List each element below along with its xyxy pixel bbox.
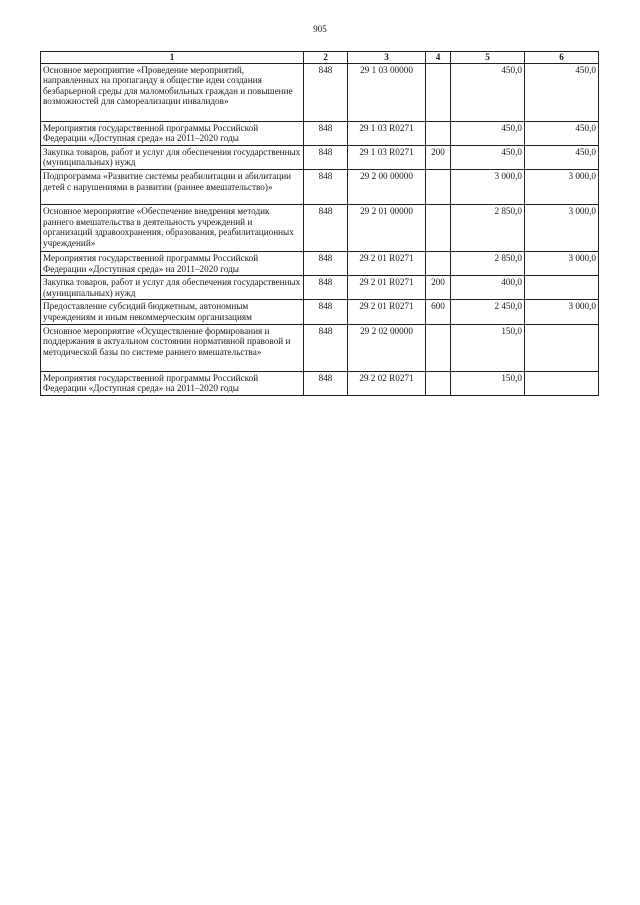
table-row <box>41 300 599 324</box>
row-amount-1: 450,0 <box>451 63 525 121</box>
row-amount-2 <box>525 276 599 300</box>
table-row <box>41 324 599 371</box>
row-name: Закупка товаров, работ и услуг для обеспечения государственных (муниципальных) нужд <box>41 276 304 300</box>
table-row <box>41 371 599 395</box>
row-amount-2: 450,0 <box>525 145 599 169</box>
page-number: 905 <box>313 24 327 34</box>
row-amount-2: 3 000,0 <box>525 300 599 324</box>
row-expense-type <box>426 204 451 251</box>
row-ministry-code: 848 <box>304 371 348 395</box>
row-amount-2: 3 000,0 <box>525 204 599 251</box>
row-ministry-code: 848 <box>304 169 348 204</box>
row-target-code: 29 1 03 R0271 <box>348 121 426 145</box>
row-amount-2: 3 000,0 <box>525 169 599 204</box>
row-target-code: 29 2 01 R0271 <box>348 251 426 275</box>
row-expense-type: 200 <box>426 276 451 300</box>
column-header-5: 5 <box>451 52 525 64</box>
table-header-row <box>41 52 599 64</box>
row-ministry-code: 848 <box>304 145 348 169</box>
row-ministry-code: 848 <box>304 204 348 251</box>
row-expense-type <box>426 121 451 145</box>
row-name: Основное мероприятие «Проведение мероприятий, направленных на пропаганду в обществе идеи создания безбарьерной среды для маломобильных граждан и повышение возможностей для самореализации инвалидов» <box>41 63 304 121</box>
row-name: Основное мероприятие «Осуществление формирования и поддержания в актуальном состоянии нормативной правовой и методической базы по системе раннего вмешательства» <box>41 324 304 371</box>
row-name: Мероприятия государственной программы Российской Федерации «Доступная среда» на 2011–2020 годы <box>41 371 304 395</box>
row-target-code: 29 1 03 00000 <box>348 63 426 121</box>
row-target-code: 29 2 01 R0271 <box>348 300 426 324</box>
row-target-code: 29 2 01 00000 <box>348 204 426 251</box>
budget-table <box>40 51 599 396</box>
table-row <box>41 251 599 275</box>
row-amount-2: 3 000,0 <box>525 251 599 275</box>
table-row <box>41 121 599 145</box>
row-name: Подпрограмма «Развитие системы реабилитации и абилитации детей с нарушениями в развитии (раннее вмешательство)» <box>41 169 304 204</box>
table-row <box>41 204 599 251</box>
row-target-code: 29 2 00 00000 <box>348 169 426 204</box>
row-amount-1: 2 450,0 <box>451 300 525 324</box>
row-expense-type <box>426 371 451 395</box>
column-header-6: 6 <box>525 52 599 64</box>
row-amount-1: 450,0 <box>451 121 525 145</box>
row-ministry-code: 848 <box>304 63 348 121</box>
row-target-code: 29 1 03 R0271 <box>348 145 426 169</box>
row-amount-1: 3 000,0 <box>451 169 525 204</box>
row-expense-type <box>426 169 451 204</box>
table-row <box>41 276 599 300</box>
row-expense-type <box>426 63 451 121</box>
row-expense-type <box>426 251 451 275</box>
row-amount-1: 2 850,0 <box>451 251 525 275</box>
row-amount-2 <box>525 371 599 395</box>
row-target-code: 29 2 02 R0271 <box>348 371 426 395</box>
row-ministry-code: 848 <box>304 276 348 300</box>
row-target-code: 29 2 02 00000 <box>348 324 426 371</box>
row-name: Мероприятия государственной программы Российской Федерации «Доступная среда» на 2011–2020 годы <box>41 121 304 145</box>
column-header-4: 4 <box>426 52 451 64</box>
row-name: Предоставление субсидий бюджетным, автономным учреждениям и иным некоммерческим организациям <box>41 300 304 324</box>
row-amount-2: 450,0 <box>525 121 599 145</box>
row-amount-1: 450,0 <box>451 145 525 169</box>
row-ministry-code: 848 <box>304 300 348 324</box>
row-expense-type: 200 <box>426 145 451 169</box>
row-target-code: 29 2 01 R0271 <box>348 276 426 300</box>
row-name: Закупка товаров, работ и услуг для обеспечения государственных (муниципальных) нужд <box>41 145 304 169</box>
row-ministry-code: 848 <box>304 324 348 371</box>
row-amount-2: 450,0 <box>525 63 599 121</box>
row-name: Мероприятия государственной программы Российской Федерации «Доступная среда» на 2011–2020 годы <box>41 251 304 275</box>
row-amount-1: 400,0 <box>451 276 525 300</box>
row-expense-type: 600 <box>426 300 451 324</box>
row-amount-1: 150,0 <box>451 371 525 395</box>
table-row <box>41 169 599 204</box>
row-ministry-code: 848 <box>304 121 348 145</box>
row-amount-1: 2 850,0 <box>451 204 525 251</box>
row-ministry-code: 848 <box>304 251 348 275</box>
row-expense-type <box>426 324 451 371</box>
row-amount-1: 150,0 <box>451 324 525 371</box>
table-row <box>41 63 599 121</box>
column-header-3: 3 <box>348 52 426 64</box>
column-header-2: 2 <box>304 52 348 64</box>
row-amount-2 <box>525 324 599 371</box>
column-header-1: 1 <box>41 52 304 64</box>
table-row <box>41 145 599 169</box>
row-name: Основное мероприятие «Обеспечение внедрения методик раннего вмешательства в деятельность учреждений и организаций здравоохранения, образования, реабилитационных учреждений» <box>41 204 304 251</box>
